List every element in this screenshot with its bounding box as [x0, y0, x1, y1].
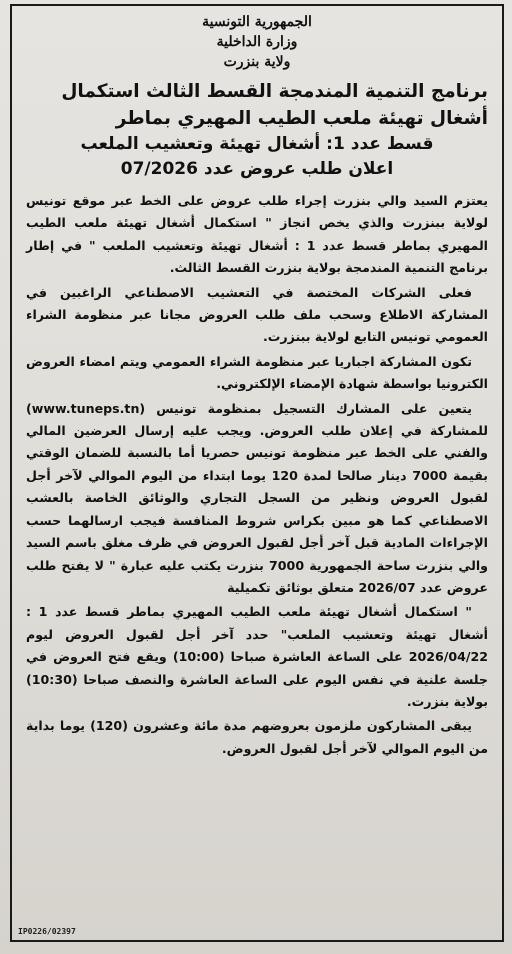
republic-heading: الجمهورية التونسية [202, 14, 312, 30]
paragraph-deadline: " استكمال أشغال تهيئة ملعب الطيب المهيري بماطر قسط عدد 1 : أشغال تهيئة وتعشيب الملعب" حدد آخر أجل لقبول العروض ليوم 2026/04/22 على الساعة العاشرة صباحا (10:00) ويقع فتح العروض في جلسة علنية في نفس اليوم على الساعة العاشرة والنصف صباحا (10:30) بولاية بنزرت. [26, 604, 488, 709]
paragraph-participation: تكون المشاركة اجباريا عبر منظومة الشراء العمومي ويتم امضاء العروض الكترونيا بواسطة شهادة الإمضاء الإلكتروني. [26, 353, 488, 392]
reference-code: IP0226/02397 [18, 927, 76, 936]
tender-notice-title: اعلان طلب عروض عدد 07/2026 [120, 159, 394, 179]
governorate-heading: ولاية بنزرت [223, 54, 291, 70]
ministry-heading: وزارة الداخلية [216, 34, 298, 50]
announcement-frame [10, 4, 504, 942]
paragraph-validity: يبقى المشاركون ملزمون بعروضهم مدة مائة وعشرون (120) يوما بداية من اليوم الموالي لآخر أجل لقبول العروض. [26, 718, 488, 756]
announcement-body [12, 6, 502, 760]
lot-title: قسط عدد 1: أشغال تهيئة وتعشيب الملعب [80, 134, 434, 154]
paragraph-intent: يعتزم السيد والي بنزرت إجراء طلب عروض على الخط عبر موقع تونيس لولاية ببنزرت والذي يخص انجاز " استكمال أشغال تهيئة ملعب الطيب المهيري بماطر قسط عدد 1 : أشغال تهيئة وتعشيب الملعب " في إطار برنامج التنمية المندمجة بولاية بنزرت القسط الثالث. [26, 193, 488, 276]
paragraph-registration: يتعين على المشارك التسجيل بمنظومة تونيس (www.tuneps.tn) للمشاركة في إعلان طلب العروض. ويجب عليه إرسال العرضين المالي والفني على الخط عبر منظومة تونيس حصريا أما بالنسبة للضمان الوقتي بقيمة 7000 دينار صالحا لمدة 120 يوما ابتداء من اليوم الموالي لآخر أجل لقبول العروض ونظير من السجل التجاري والوثائق الخاصة بالعشب الاصطناعي كما هو مبين بكراس شروط المنافسة فيجب ارسالهما حسب الإجراءات المادية قبل آخر أجل لقبول العروض في ظرف مغلق باسم السيد والي بنزرت ساحة الجمهورية 7000 بنزرت يكتب عليه عبارة " لا يفتح طلب عروض عدد 2026/07 متعلق بوثائق تكميلية [26, 400, 488, 595]
paragraph-eligibility: فعلى الشركات المختصة في التعشيب الاصطناعي الراغبين في المشاركة الاطلاع وسحب ملف طلب العروض مجانا عبر منظومة الشراء العمومي تونيس التابع لولاية ببنزرت. [26, 284, 488, 345]
program-title: برنامج التنمية المندمجة القسط الثالث استكمال أشغال تهيئة ملعب الطيب المهيري بماطر [61, 81, 488, 129]
